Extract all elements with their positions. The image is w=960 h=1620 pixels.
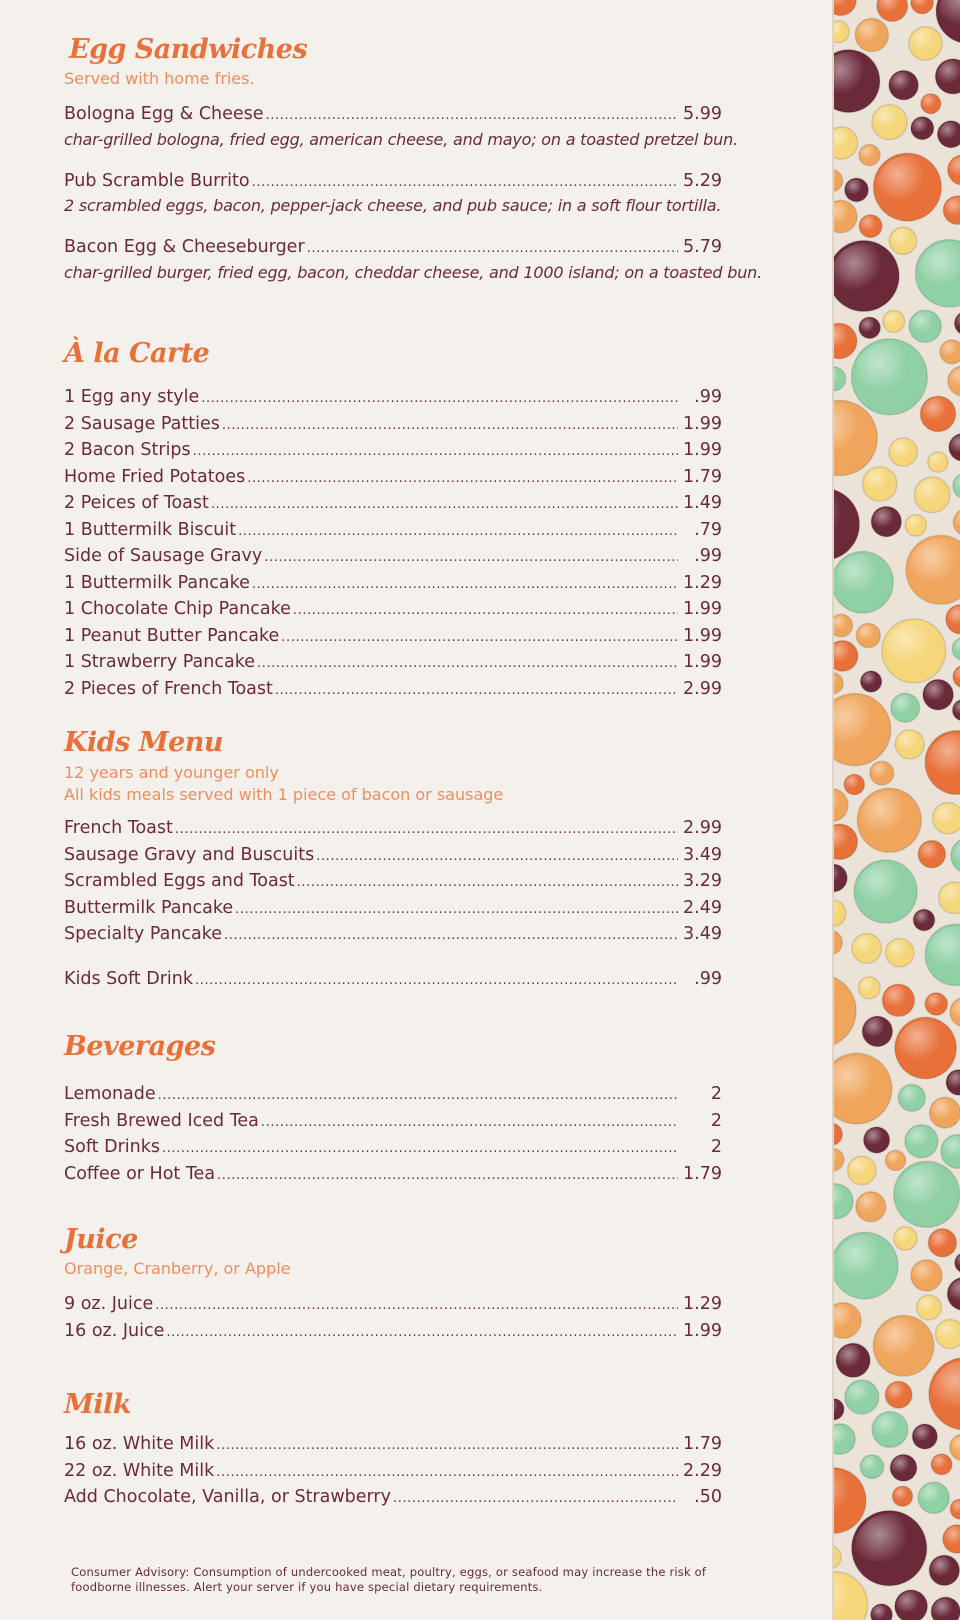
decorative-dot-shine <box>853 935 880 962</box>
item-price: 5.29 <box>683 170 722 191</box>
decorative-dot-shine <box>834 1575 865 1620</box>
decorative-dot-shine <box>897 1164 957 1224</box>
decorative-dot-shine <box>896 731 923 758</box>
decorative-dot-shine <box>857 863 915 921</box>
item-name: 1 Buttermilk Pancake <box>64 572 250 593</box>
leader-dots <box>201 387 678 412</box>
decorative-dot-shine <box>857 1193 885 1221</box>
item-price: 2.99 <box>683 678 722 699</box>
item-price: .50 <box>694 1487 722 1507</box>
decorative-dot-shine <box>891 1456 916 1481</box>
section-title: Juice <box>64 1224 138 1255</box>
decorative-dot-shine <box>916 478 949 511</box>
menu-item <box>64 102 722 129</box>
item-price: 5.99 <box>683 104 722 124</box>
item-name: Sausage Gravy and Buscuits <box>64 844 315 865</box>
item-name: French Toast <box>64 818 173 838</box>
item-list <box>64 1292 722 1345</box>
section-subtitle: All kids meals served with 1 piece of bacon or sausage <box>64 785 504 804</box>
item-price: 2 <box>710 1084 722 1104</box>
item-name: Soft Drinks <box>64 1137 160 1157</box>
item-price: 1.99 <box>683 652 722 672</box>
decorative-dot-shine <box>872 508 900 536</box>
decorative-dot-shine <box>922 95 940 113</box>
decorative-dot-shine <box>910 312 940 342</box>
menu-item <box>64 816 722 843</box>
item-list <box>64 1432 722 1512</box>
decorative-dot-shine <box>931 1099 959 1127</box>
item-price: 2.29 <box>683 1460 722 1481</box>
decorative-dot-shine <box>834 554 890 610</box>
section-title: Milk <box>64 1389 132 1420</box>
decorative-dot-shine <box>884 985 914 1015</box>
a-la-carte-section <box>64 337 722 703</box>
item-name: 16 oz. Juice <box>64 1320 165 1341</box>
menu-item <box>64 677 722 704</box>
leader-dots <box>275 679 678 704</box>
decorative-dot-shine <box>897 1020 954 1077</box>
item-price: 3.49 <box>683 924 722 944</box>
item-list <box>64 385 722 703</box>
item-price: 2 <box>710 1137 722 1157</box>
item-name: Scrambled Eggs and Toast <box>64 871 295 891</box>
decorative-dot-shine <box>838 1345 869 1376</box>
item-name: 22 oz. White Milk <box>64 1460 215 1481</box>
item-name: Specialty Pancake <box>64 924 223 944</box>
decorative-dot-shine <box>849 1157 875 1183</box>
decorative-dot-shine <box>929 453 948 472</box>
menu-item <box>64 1082 722 1109</box>
decorative-dot-shine <box>860 145 879 164</box>
item-name: Coffee or Hot Tea <box>64 1163 216 1184</box>
leader-dots <box>297 871 678 896</box>
leader-dots <box>266 104 678 129</box>
decorative-dot-shine <box>845 775 864 794</box>
decorative-dot-shine <box>857 624 879 646</box>
decorative-dot-shine <box>874 1413 907 1446</box>
decorative-dot-shine <box>919 1483 948 1512</box>
item-price: 1.99 <box>683 413 722 434</box>
leader-dots <box>217 1164 678 1189</box>
item-price: .99 <box>694 387 722 407</box>
decorative-dot-shine <box>922 398 955 431</box>
decorative-dot-shine <box>834 1235 895 1296</box>
menu-item <box>64 385 722 412</box>
item-list <box>64 1082 722 1188</box>
leader-dots <box>257 652 678 677</box>
decorative-dot-shine <box>917 1296 940 1319</box>
decorative-dot-shine <box>855 342 925 412</box>
advisory-line: Consumer Advisory: Consumption of undercooked meat, poultry, eggs, or seafood may increase the risk of <box>71 1565 707 1579</box>
section-title: Kids Menu <box>64 727 224 758</box>
egg-sandwiches-section <box>64 33 762 283</box>
decorative-dot-shine <box>846 1381 877 1412</box>
decorative-dot-shine <box>895 1228 916 1249</box>
decorative-dot-shine <box>919 842 944 867</box>
leader-dots <box>166 1321 678 1346</box>
item-name: 9 oz. Juice <box>64 1294 154 1314</box>
decorative-dot-shine <box>896 1591 926 1620</box>
item-price: .99 <box>694 968 722 989</box>
item-name: Bacon Egg & Cheeseburger <box>64 237 305 257</box>
leader-dots <box>216 1434 678 1459</box>
leader-dots <box>238 520 678 545</box>
decorative-dot-shine <box>834 0 855 14</box>
decorative-dot-shine <box>906 1126 936 1156</box>
decorative-dot-shine <box>885 622 944 681</box>
menu-item <box>64 235 722 262</box>
decorative-dot-shine <box>912 118 933 139</box>
leader-dots <box>247 467 678 492</box>
decorative-dot-shine <box>855 1514 924 1583</box>
decorative-dot-shine <box>932 1455 951 1474</box>
leader-dots <box>224 924 678 949</box>
menu-item <box>64 624 722 651</box>
decorative-dot-shine <box>891 228 916 253</box>
menu-item <box>64 491 722 518</box>
item-price: .79 <box>694 519 722 540</box>
decorative-dot-shine <box>834 491 857 557</box>
beverages-section <box>64 1030 722 1188</box>
decorative-dot-shine <box>865 1128 889 1152</box>
section-title: Beverages <box>64 1031 216 1062</box>
leader-dots <box>235 898 678 923</box>
decorative-dot-shine <box>859 978 879 998</box>
leader-dots <box>222 414 678 439</box>
juice-section <box>64 1223 722 1345</box>
decorative-dot-shine <box>846 179 868 201</box>
item-name: 2 Bacon Strips <box>64 440 191 460</box>
menu-item <box>64 1485 722 1512</box>
item-name: 1 Buttermilk Biscuit <box>64 519 237 540</box>
item-price: 2.49 <box>683 897 722 918</box>
decorative-dot-shine <box>890 439 916 465</box>
item-name: 2 Pieces of French Toast <box>64 678 273 699</box>
decorative-dot-shine <box>887 940 913 966</box>
dots-pattern <box>834 0 960 1620</box>
item-name: 2 Peices of Toast <box>64 493 209 513</box>
leader-dots <box>316 845 678 870</box>
item-name: Lemonade <box>64 1084 156 1104</box>
leader-dots <box>193 440 678 465</box>
kids-menu-section <box>64 726 722 993</box>
item-name: 16 oz. White Milk <box>64 1434 215 1454</box>
leader-dots <box>158 1084 678 1109</box>
decorative-dot-shine <box>860 791 919 850</box>
item-price: 3.29 <box>683 871 722 891</box>
leader-dots <box>162 1137 678 1162</box>
consumer-advisory <box>71 1565 731 1595</box>
decorative-dot-shine <box>876 156 938 218</box>
menu-item <box>64 571 722 598</box>
decorative-dot-shine <box>929 1230 955 1256</box>
leader-dots <box>211 493 678 518</box>
menu-item <box>64 438 722 465</box>
item-price: 1.99 <box>683 599 722 619</box>
decorative-dot-shine <box>884 311 904 331</box>
section-title: À la Carte <box>64 338 210 369</box>
item-name: Buttermilk Pancake <box>64 897 234 918</box>
menu-item <box>64 843 722 870</box>
item-name: Add Chocolate, Vanilla, or Strawberry <box>64 1487 391 1507</box>
item-name: Side of Sausage Gravy <box>64 546 263 566</box>
decorative-dot-shine <box>873 106 905 138</box>
item-name: 1 Egg any style <box>64 387 200 407</box>
decorative-dot-shine <box>861 1456 883 1478</box>
leader-dots <box>261 1111 678 1136</box>
menu-item <box>64 869 722 896</box>
section-subtitle: Served with home fries. <box>64 69 255 88</box>
decorative-dot-shine <box>876 1318 932 1374</box>
leader-dots <box>252 171 678 196</box>
advisory-line: foodborne illnesses. Alert your server if you have special dietary requirements. <box>71 1580 543 1594</box>
leader-dots <box>264 546 678 571</box>
decorative-dot-shine <box>857 20 888 51</box>
menu-item <box>64 896 722 923</box>
menu-item <box>64 1292 722 1319</box>
decorative-dot-shine <box>930 1556 958 1584</box>
item-price: 1.49 <box>683 493 722 513</box>
item-name: 1 Chocolate Chip Pancake <box>64 599 291 619</box>
decorative-dot-shine <box>864 468 896 500</box>
decorative-dot-shine <box>864 1018 892 1046</box>
item-name: Kids Soft Drink <box>64 968 193 989</box>
decorative-dot-shine <box>932 1361 960 1427</box>
decorative-dot-shine <box>890 72 917 99</box>
section-subtitle: Orange, Cranberry, or Apple <box>64 1259 291 1278</box>
menu-item <box>64 544 722 571</box>
decorative-dots-border <box>832 0 960 1620</box>
item-name: 1 Peanut Butter Pancake <box>64 625 280 646</box>
menu-item <box>64 1319 722 1346</box>
menu-item <box>64 1135 722 1162</box>
decorative-dot-shine <box>913 1425 936 1448</box>
item-price: 2.99 <box>683 818 722 838</box>
leader-dots <box>175 818 678 843</box>
decorative-dot-shine <box>899 1086 924 1111</box>
item-name: Home Fried Potatoes <box>64 466 246 487</box>
item-price: 1.79 <box>683 466 722 487</box>
menu-item <box>64 922 722 949</box>
decorative-dot-shine <box>924 681 952 709</box>
leader-dots <box>252 573 678 598</box>
milk-section <box>64 1388 722 1512</box>
decorative-dot-shine <box>871 762 893 784</box>
decorative-dot-shine <box>893 1487 912 1506</box>
item-name: Pub Scramble Burrito <box>64 170 250 191</box>
decorative-dot-shine <box>926 994 947 1015</box>
decorative-dot-shine <box>906 516 926 536</box>
item-price: 1.99 <box>683 625 722 646</box>
decorative-dot-shine <box>834 244 896 309</box>
leader-dots <box>216 1461 678 1486</box>
item-price: .99 <box>694 546 722 566</box>
item-description: 2 scrambled eggs, bacon, pepper-jack cheese, and pub sauce; in a soft flour tortilla. <box>64 196 722 215</box>
leader-dots <box>393 1487 678 1512</box>
item-list <box>64 816 722 949</box>
leader-dots <box>155 1294 678 1319</box>
menu-item <box>64 169 722 196</box>
item-name: 2 Sausage Patties <box>64 413 220 434</box>
leader-dots <box>281 626 678 651</box>
menu-item <box>64 650 722 677</box>
menu-item <box>64 1459 722 1486</box>
decorative-dot-shine <box>860 318 880 338</box>
decorative-dot-shine <box>912 1261 941 1290</box>
item-price: 3.49 <box>683 844 722 865</box>
menu-item <box>64 518 722 545</box>
item-description: char-grilled bologna, fried egg, american cheese, and mayo; on a toasted pretzel bun. <box>64 129 738 149</box>
section-subtitle: 12 years and younger only <box>64 763 279 782</box>
decorative-dot-shine <box>914 910 934 930</box>
item-price: 1.29 <box>683 572 722 593</box>
item-price: 1.99 <box>683 1320 722 1341</box>
item-price: 5.79 <box>683 237 722 257</box>
leader-dots <box>307 237 678 262</box>
decorative-dot-shine <box>886 1382 911 1407</box>
item-name: 1 Strawberry Pancake <box>64 652 255 672</box>
section-title: Egg Sandwiches <box>69 34 308 65</box>
item-price: 1.79 <box>683 1163 722 1184</box>
leader-dots <box>293 599 678 624</box>
decorative-dot-shine <box>861 672 880 691</box>
item-name: Bologna Egg & Cheese <box>64 104 264 124</box>
menu-item <box>64 967 722 994</box>
item-price: 1.79 <box>683 1434 722 1454</box>
item-price: 1.99 <box>683 440 722 460</box>
item-price: 2 <box>710 1110 722 1131</box>
menu-item <box>64 412 722 439</box>
item-description: char-grilled burger, fried egg, bacon, cheddar cheese, and 1000 island; on a toasted bun. <box>64 262 762 282</box>
menu-item <box>64 1162 722 1189</box>
item-name: Fresh Brewed Iced Tea <box>64 1110 259 1131</box>
menu-item <box>64 1109 722 1136</box>
decorative-dot-shine <box>860 216 881 237</box>
decorative-dot-shine <box>892 695 919 722</box>
decorative-dot-shine <box>886 1151 905 1170</box>
item-price: 1.29 <box>683 1294 722 1314</box>
leader-dots <box>195 969 678 994</box>
menu-item <box>64 465 722 492</box>
menu-item <box>64 1432 722 1459</box>
decorative-dot-shine <box>910 28 941 59</box>
menu-item <box>64 597 722 624</box>
